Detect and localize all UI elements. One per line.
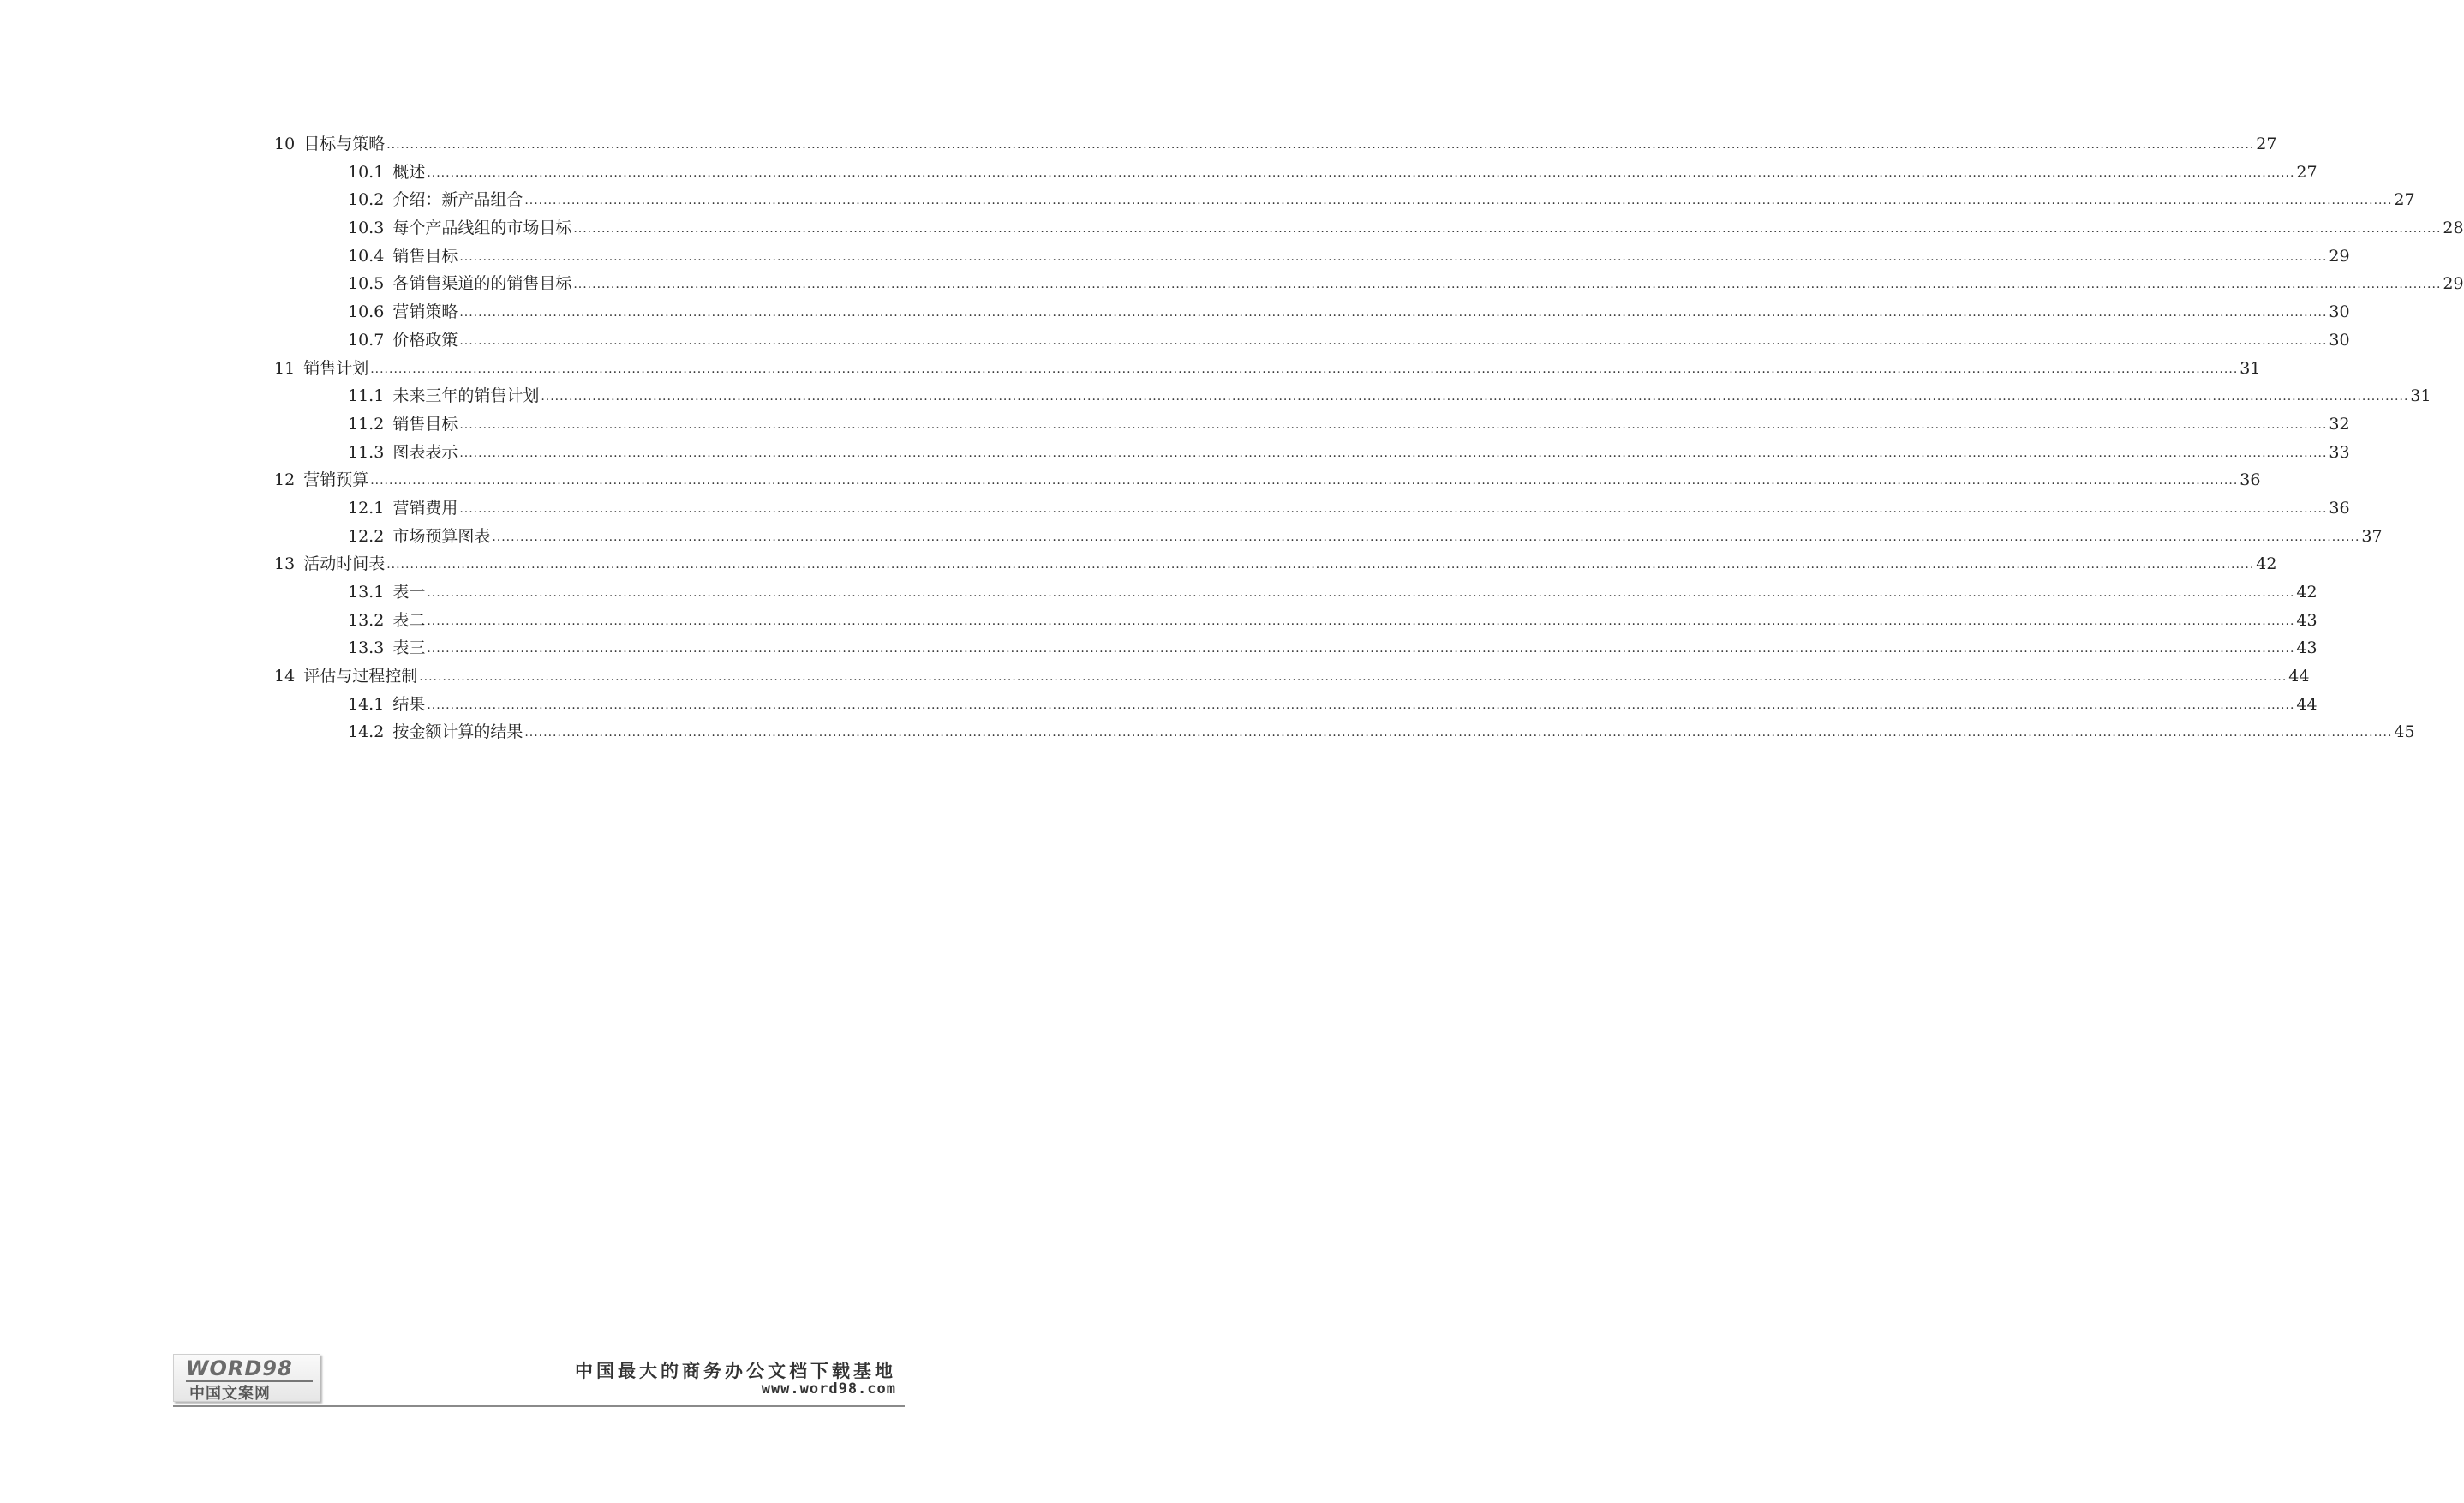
toc-entry-title: 价格政策 bbox=[392, 330, 458, 350]
toc-entry-number: 13.3 bbox=[348, 638, 385, 658]
toc-entry[interactable] bbox=[274, 130, 2277, 159]
toc-entry-page: 31 bbox=[2410, 386, 2431, 406]
toc-entry[interactable] bbox=[274, 159, 2317, 187]
toc-dot-leader: ................................................................................................................................................................................................................................................................................................................................................................................................................ bbox=[524, 194, 2393, 208]
toc-entry-title: 按金额计算的结果 bbox=[392, 722, 523, 742]
toc-dot-leader: ................................................................................................................................................................................................................................................................................................................................................................................................................ bbox=[370, 362, 2239, 376]
toc-entry[interactable] bbox=[274, 494, 2350, 523]
toc-entry[interactable] bbox=[274, 298, 2350, 326]
toc-entry-title: 概述 bbox=[392, 162, 426, 182]
toc-entry-page: 42 bbox=[2256, 554, 2277, 574]
toc-entry[interactable] bbox=[274, 578, 2317, 607]
toc-dot-leader: ................................................................................................................................................................................................................................................................................................................................................................................................................ bbox=[524, 726, 2393, 740]
page-footer bbox=[173, 1352, 905, 1412]
toc-entry-page: 29 bbox=[2329, 246, 2350, 266]
toc-entry-number: 10.7 bbox=[348, 330, 385, 350]
toc-entry[interactable] bbox=[274, 270, 2464, 298]
toc-entry-title: 结果 bbox=[392, 694, 426, 714]
toc-entry-title: 未来三年的销售计划 bbox=[392, 386, 540, 406]
toc-entry[interactable] bbox=[274, 523, 2383, 551]
toc-entry-page: 44 bbox=[2288, 667, 2310, 686]
toc-entry[interactable] bbox=[274, 662, 2310, 691]
toc-entry-number: 10.2 bbox=[348, 190, 385, 210]
toc-entry[interactable] bbox=[274, 550, 2277, 578]
toc-entry[interactable] bbox=[274, 718, 2415, 746]
toc-dot-leader: ................................................................................................................................................................................................................................................................................................................................................................................................................ bbox=[459, 417, 2328, 432]
toc-entry[interactable] bbox=[274, 466, 2261, 494]
toc-entry-page: 27 bbox=[2256, 135, 2277, 153]
toc-entry-page: 30 bbox=[2329, 330, 2350, 350]
toc-entry-number: 10.5 bbox=[348, 274, 385, 294]
logo-wordmark: WORD98 bbox=[186, 1356, 293, 1380]
toc-entry-title: 图表表示 bbox=[392, 442, 458, 462]
toc-entry-page: 36 bbox=[2240, 470, 2261, 490]
toc-dot-leader: ................................................................................................................................................................................................................................................................................................................................................................................................................ bbox=[492, 530, 2360, 544]
toc-entry-page: 45 bbox=[2394, 722, 2415, 742]
toc-entry-number: 13.1 bbox=[348, 583, 385, 602]
toc-entry-page: 29 bbox=[2443, 274, 2464, 294]
word98-logo[interactable] bbox=[173, 1354, 320, 1402]
toc-entry[interactable] bbox=[274, 186, 2415, 214]
toc-entry[interactable] bbox=[274, 439, 2350, 467]
toc-dot-leader: ................................................................................................................................................................................................................................................................................................................................................................................................................ bbox=[427, 165, 2295, 180]
toc-entry-title: 销售目标 bbox=[392, 414, 458, 434]
toc-dot-leader: ................................................................................................................................................................................................................................................................................................................................................................................................................ bbox=[419, 670, 2288, 685]
toc-entry-number: 12 bbox=[274, 470, 296, 490]
toc-entry-number: 11.2 bbox=[348, 414, 385, 434]
toc-entry-title: 销售计划 bbox=[303, 358, 369, 378]
toc-entry-number: 10.6 bbox=[348, 302, 385, 322]
toc-entry-page: 30 bbox=[2329, 302, 2350, 322]
toc-entry-number: 10.3 bbox=[348, 219, 385, 238]
toc-dot-leader: ................................................................................................................................................................................................................................................................................................................................................................................................................ bbox=[459, 306, 2328, 320]
toc-entry-number: 14.1 bbox=[348, 694, 385, 714]
toc-entry-page: 43 bbox=[2296, 638, 2317, 658]
toc-dot-leader: ................................................................................................................................................................................................................................................................................................................................................................................................................ bbox=[459, 501, 2328, 516]
toc-entry-title: 每个产品线组的市场目标 bbox=[392, 219, 572, 238]
toc-dot-leader: ................................................................................................................................................................................................................................................................................................................................................................................................................ bbox=[370, 474, 2239, 488]
toc-entry-title: 各销售渠道的的销售目标 bbox=[392, 274, 572, 294]
toc-entry[interactable] bbox=[274, 214, 2464, 243]
toc-entry-title: 表二 bbox=[392, 610, 426, 630]
toc-entry-number: 11.3 bbox=[348, 442, 385, 462]
toc-entry[interactable] bbox=[274, 382, 2431, 410]
toc-entry-page: 32 bbox=[2329, 414, 2350, 434]
toc-entry[interactable] bbox=[274, 326, 2350, 355]
toc-entry-page: 44 bbox=[2296, 694, 2317, 714]
footer-site-link[interactable]: www.word98.com bbox=[761, 1380, 896, 1398]
table-of-contents bbox=[274, 130, 2464, 746]
toc-entry-page: 27 bbox=[2394, 190, 2415, 210]
toc-entry-page: 36 bbox=[2329, 498, 2350, 518]
logo-chinese-name: 中国文案网 bbox=[189, 1385, 271, 1403]
toc-entry-title: 评估与过程控制 bbox=[303, 667, 418, 686]
toc-entry-title: 目标与策略 bbox=[303, 135, 386, 153]
toc-entry-number: 10 bbox=[274, 135, 296, 153]
toc-dot-leader: ................................................................................................................................................................................................................................................................................................................................................................................................................ bbox=[427, 642, 2295, 656]
toc-entry-title: 市场预算图表 bbox=[392, 526, 491, 546]
toc-entry-number: 10.4 bbox=[348, 246, 385, 266]
toc-dot-leader: ................................................................................................................................................................................................................................................................................................................................................................................................................ bbox=[459, 333, 2328, 348]
toc-dot-leader: ................................................................................................................................................................................................................................................................................................................................................................................................................ bbox=[573, 222, 2442, 237]
toc-entry[interactable] bbox=[274, 607, 2317, 635]
toc-entry-title: 表一 bbox=[392, 583, 426, 602]
toc-entry-page: 42 bbox=[2296, 583, 2317, 602]
toc-dot-leader: ................................................................................................................................................................................................................................................................................................................................................................................................................ bbox=[386, 138, 2255, 152]
toc-entry-title: 营销费用 bbox=[392, 498, 458, 518]
toc-dot-leader: ................................................................................................................................................................................................................................................................................................................................................................................................................ bbox=[573, 278, 2442, 292]
toc-entry-page: 37 bbox=[2361, 526, 2383, 546]
toc-dot-leader: ................................................................................................................................................................................................................................................................................................................................................................................................................ bbox=[427, 586, 2295, 600]
toc-entry-title: 活动时间表 bbox=[303, 554, 386, 574]
toc-dot-leader: ................................................................................................................................................................................................................................................................................................................................................................................................................ bbox=[459, 446, 2328, 460]
toc-entry-page: 43 bbox=[2296, 610, 2317, 630]
toc-entry-page: 33 bbox=[2329, 442, 2350, 462]
toc-entry-number: 10.1 bbox=[348, 162, 385, 182]
toc-entry-page: 28 bbox=[2443, 219, 2464, 238]
toc-entry-number: 13 bbox=[274, 554, 296, 574]
toc-dot-leader: ................................................................................................................................................................................................................................................................................................................................................................................................................ bbox=[459, 249, 2328, 264]
toc-dot-leader: ................................................................................................................................................................................................................................................................................................................................................................................................................ bbox=[427, 614, 2295, 628]
toc-entry-number: 11 bbox=[274, 358, 296, 378]
toc-entry-page: 31 bbox=[2240, 358, 2261, 378]
footer-tagline: 中国最大的商务办公文档下载基地 bbox=[575, 1361, 896, 1381]
toc-entry[interactable] bbox=[274, 691, 2317, 719]
toc-entry-number: 12.1 bbox=[348, 498, 385, 518]
toc-entry-number: 12.2 bbox=[348, 526, 385, 546]
toc-entry[interactable] bbox=[274, 634, 2317, 662]
toc-entry-number: 14.2 bbox=[348, 722, 385, 742]
toc-entry[interactable] bbox=[274, 355, 2261, 383]
toc-entry-number: 14 bbox=[274, 667, 296, 686]
toc-entry[interactable] bbox=[274, 243, 2350, 271]
toc-entry-title: 表三 bbox=[392, 638, 426, 658]
toc-entry-number: 11.1 bbox=[348, 386, 385, 406]
toc-entry-title: 销售目标 bbox=[392, 246, 458, 266]
footer-rule bbox=[173, 1405, 905, 1407]
toc-dot-leader: ................................................................................................................................................................................................................................................................................................................................................................................................................ bbox=[427, 698, 2295, 712]
toc-dot-leader: ................................................................................................................................................................................................................................................................................................................................................................................................................ bbox=[386, 558, 2255, 572]
toc-entry-title: 介绍：新产品组合 bbox=[392, 190, 523, 210]
toc-dot-leader: ................................................................................................................................................................................................................................................................................................................................................................................................................ bbox=[541, 390, 2409, 404]
toc-entry-page: 27 bbox=[2296, 162, 2317, 182]
toc-entry[interactable] bbox=[274, 410, 2350, 439]
toc-entry-title: 营销预算 bbox=[303, 470, 369, 490]
toc-entry-number: 13.2 bbox=[348, 610, 385, 630]
toc-entry-title: 营销策略 bbox=[392, 302, 458, 322]
